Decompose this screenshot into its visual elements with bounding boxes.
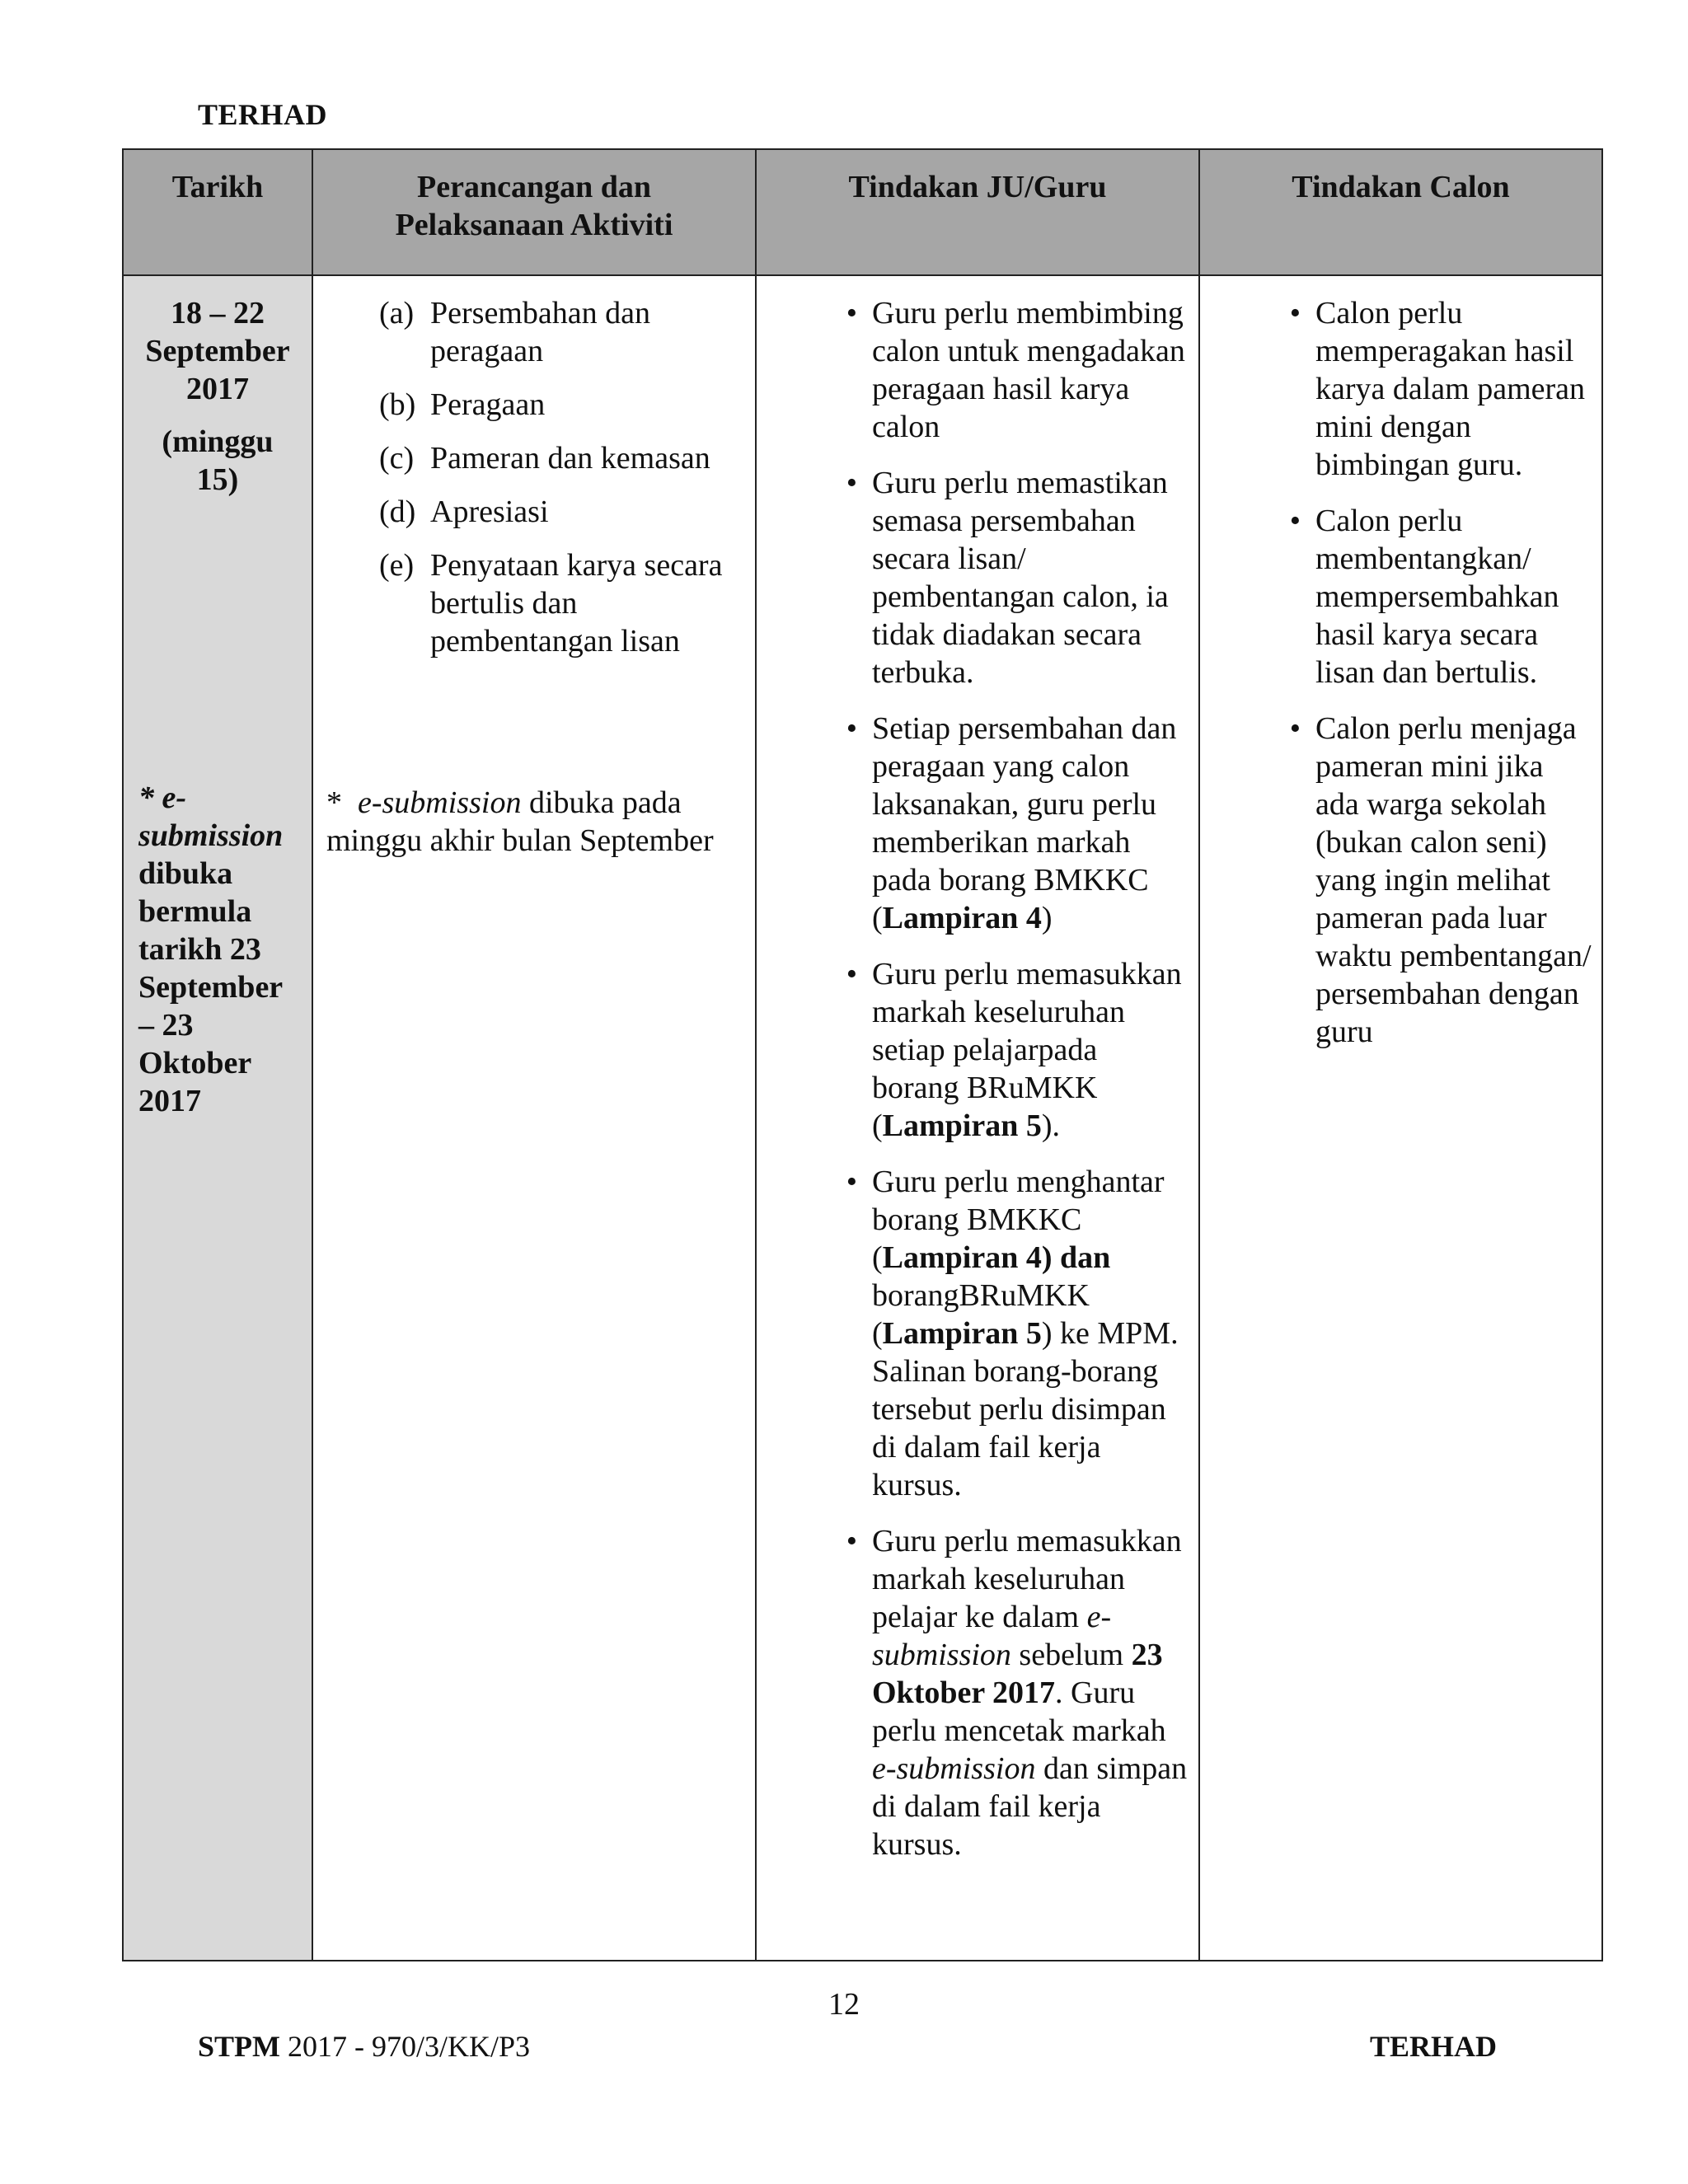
bullet-icon: • [846,957,857,991]
text-run-bold: Lampiran 4 [882,901,1042,935]
esub-line: 2017 [138,1084,201,1118]
paper-code-bold: STPM [198,2030,281,2063]
text-run: Setiap persembahan dan peragaan yang calon laksanakan, guru perlu memberikan markah pada borang BMKKC ( [872,711,1177,935]
activity-text: Penyataan karya secara bertulis dan pembentangan lisan [430,548,723,658]
week-number [132,423,303,499]
week-line: (minggu [162,424,274,459]
bullet-icon: • [846,1165,857,1199]
bullet-text: Calon perlu memperagakan hasil karya dalam pameran mini dengan bimbingan guru. [1315,296,1586,482]
calon-actions-cell [1199,275,1602,1961]
bullet-text: Calon perlu membentangkan/ mempersembahkan hasil karya secara lisan dan bertulis. [1315,504,1559,690]
activity-text: Pameran dan kemasan [430,441,710,476]
activities-cell [312,275,756,1961]
esub-line: tarikh 23 [138,932,261,967]
activity-item [323,439,745,477]
bullet-text [872,1522,1190,1863]
esub-line: * e- [138,780,187,815]
note-italic: e-submission [358,785,522,820]
activity-item [323,386,745,424]
bullet-icon: • [846,466,857,500]
table-row [123,275,1602,1961]
header-tindakan-guru: Tindakan JU/Guru [756,149,1199,275]
paper-code [198,2029,530,2064]
text-run: Guru perlu memasukkan markah keseluruhan setiap pelajarpada borang BRuMKK ( [872,957,1182,1143]
note-asterisk: * [326,785,342,820]
bullet-text: Guru perlu memastikan semasa persembahan secara lisan/ pembentangan calon, ia tidak diadakan secara terbuka. [872,466,1169,690]
text-run: dan simpan di dalam fail kerja kursus. [872,1751,1188,1862]
list-item [757,1522,1190,1863]
list-item [1200,502,1593,691]
activity-label: (a) [379,296,415,330]
text-run: borangBRuMKK ( [872,1278,1090,1351]
list-item [757,294,1190,446]
activity-text: Persembahan dan peragaan [430,296,650,368]
text-run: . Guru perlu mencetak markah [872,1675,1166,1748]
list-item [1200,294,1593,484]
table-header-row [123,149,1602,275]
esub-line: – 23 [138,1008,194,1043]
text-run: ) [1041,901,1053,935]
activity-text: Apresiasi [430,494,549,529]
text-run: ) ke MPM. Salinan borang-borang tersebut perlu disimpan di dalam fail kerja kursus. [872,1316,1179,1502]
esub-line: dibuka [138,856,233,891]
esub-line: submission [138,818,284,853]
bullet-icon: • [846,296,857,330]
text-run-bold: 23 Oktober 2017 [872,1638,1163,1710]
activity-item [323,493,745,531]
page-number: 12 [828,1987,860,2022]
bullet-icon: • [846,711,857,746]
week-line: 15) [196,462,239,497]
bullet-text [872,1163,1190,1504]
text-run-bold: Lampiran 4) dan [882,1240,1111,1275]
activity-label: (b) [379,387,416,422]
text-run: Guru perlu menghantar borang BMKKC ( [872,1165,1165,1275]
list-item [757,955,1190,1145]
text-run-bold: Lampiran 5 [882,1108,1042,1143]
activity-text: Peragaan [430,387,546,422]
bullet-text [872,710,1190,937]
header-tindakan-calon: Tindakan Calon [1199,149,1602,275]
schedule-table [122,148,1603,1961]
bullet-icon: • [846,1524,857,1558]
list-item [757,710,1190,937]
classification-label-bottom: TERHAD [1370,2030,1498,2063]
date-range [132,294,303,408]
bullet-text: Calon perlu menjaga pameran mini jika ada warga sekolah (bukan calon seni) yang ingin melihat pameran pada luar waktu pembentangan/ persembahan dengan guru [1315,711,1592,1049]
date-cell [123,275,312,1961]
classification-label-top: TERHAD [198,98,328,131]
bullet-icon: • [1289,504,1301,538]
bullet-icon: • [1289,296,1301,330]
bullet-icon: • [1289,711,1301,746]
activity-label: (d) [379,494,416,529]
header-perancangan [312,149,756,275]
text-run: ). [1041,1108,1061,1143]
activity-item [323,546,745,660]
text-run: Guru perlu memasukkan markah keseluruhan pelajar ke dalam [872,1524,1182,1634]
activity-item [323,294,745,370]
esubmission-date-note [132,779,303,1120]
list-item [1200,710,1593,1051]
esub-line: Oktober [138,1046,252,1080]
activity-label: (e) [379,548,415,583]
text-run: sebelum [1010,1638,1132,1672]
activity-label: (c) [379,441,415,476]
header-tarikh: Tarikh [123,149,312,275]
activity-esubmission-note [323,784,745,860]
esub-line: bermula [138,894,252,929]
guru-actions-cell [756,275,1199,1961]
bullet-text [872,955,1190,1145]
paper-code-rest: 2017 - 970/3/KK/P3 [280,2030,531,2063]
list-item [757,464,1190,691]
text-run-italic: e-submission [872,1751,1036,1786]
date-range-line: 18 – 22 [171,296,265,330]
esub-line: September [138,970,284,1005]
bullet-text: Guru perlu membimbing calon untuk mengadakan peragaan hasil karya calon [872,296,1185,444]
header-perancangan-text: Perancangan dan Pelaksanaan Aktiviti [395,170,673,242]
note-text: dibuka pada minggu akhir bulan September [326,785,714,858]
date-range-line: September [145,334,290,368]
text-run-bold: Lampiran 5 [882,1316,1042,1351]
date-range-line: 2017 [186,372,249,406]
text-run-italic: e-submission [872,1600,1112,1672]
list-item [757,1163,1190,1504]
